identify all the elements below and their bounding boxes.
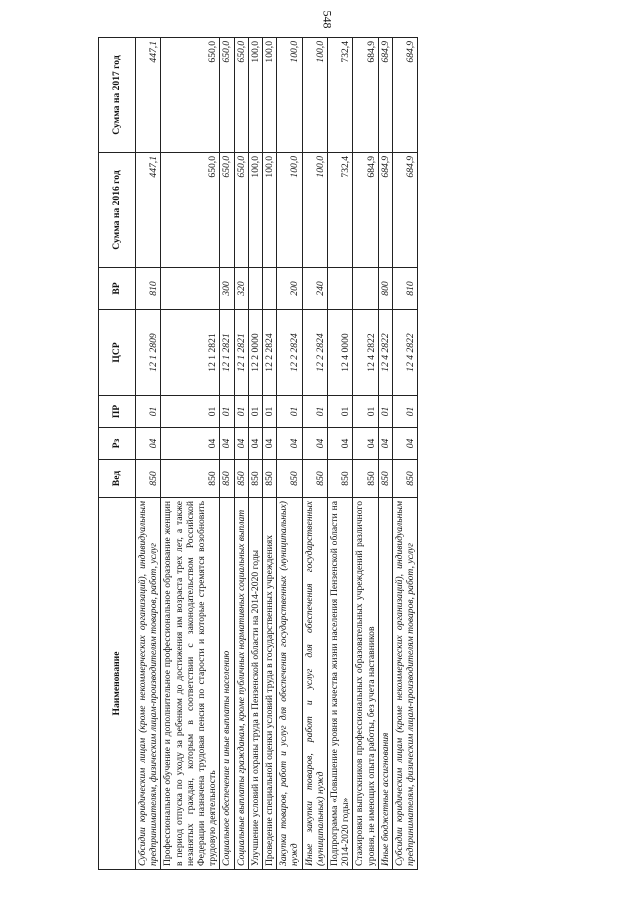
cell-vr: 810 — [136, 268, 161, 310]
table-row — [302, 38, 327, 870]
cell-sum2016: 447,1 — [136, 153, 161, 268]
page-number: 548 — [320, 10, 335, 29]
cell-vr: 300 — [220, 268, 234, 310]
table-row — [220, 38, 234, 870]
table-row — [328, 38, 353, 870]
cell-name: Подпрограмма «Повышение уровня и качества жизни населения Пензенской области на 2014-2020 годы» — [328, 498, 353, 870]
table-row — [136, 38, 161, 870]
cell-sum2016: 650,0 — [220, 153, 234, 268]
cell-rz: 04 — [161, 428, 220, 460]
cell-name: Социальные выплаты гражданам, кроме публичных нормативных социальных выплат — [234, 498, 248, 870]
cell-name: Стажировки выпускников профессиональных образовательных учреждений различного уровня, не имеющих опыта работы, без учета наставников — [353, 498, 378, 870]
cell-vr: 320 — [234, 268, 248, 310]
cell-sum2017: 684,9 — [353, 38, 378, 153]
cell-csr: 12 2 2824 — [277, 310, 302, 396]
cell-csr: 12 4 2822 — [378, 310, 392, 396]
col-header-rz: Рз — [99, 428, 136, 460]
cell-name: Проведение специальной оценки условий труда в государственных учреждениях — [263, 498, 277, 870]
cell-csr: 12 1 2809 — [136, 310, 161, 396]
col-header-ved: Вед — [99, 460, 136, 498]
cell-sum2016: 684,9 — [393, 153, 418, 268]
table-row — [378, 38, 392, 870]
cell-vr — [353, 268, 378, 310]
cell-pr: 01 — [234, 396, 248, 428]
col-header-name: Наименование — [99, 498, 136, 870]
cell-pr: 01 — [136, 396, 161, 428]
col-header-vr: ВР — [99, 268, 136, 310]
cell-sum2016: 100,0 — [302, 153, 327, 268]
cell-sum2017: 650,0 — [234, 38, 248, 153]
cell-rz: 04 — [277, 428, 302, 460]
cell-sum2017: 684,9 — [393, 38, 418, 153]
cell-rz: 04 — [328, 428, 353, 460]
cell-sum2016: 684,9 — [353, 153, 378, 268]
cell-rz: 04 — [263, 428, 277, 460]
cell-pr: 01 — [328, 396, 353, 428]
table-row — [263, 38, 277, 870]
table-row — [277, 38, 302, 870]
cell-sum2017: 100,0 — [248, 38, 262, 153]
cell-vr: 200 — [277, 268, 302, 310]
cell-ved: 850 — [161, 460, 220, 498]
cell-pr: 01 — [161, 396, 220, 428]
cell-rz: 04 — [248, 428, 262, 460]
col-header-sum2017: Сумма на 2017 год — [99, 38, 136, 153]
cell-csr: 12 1 2821 — [161, 310, 220, 396]
cell-sum2016: 650,0 — [161, 153, 220, 268]
cell-sum2016: 650,0 — [234, 153, 248, 268]
cell-rz: 04 — [234, 428, 248, 460]
cell-sum2017: 447,1 — [136, 38, 161, 153]
table-row — [248, 38, 262, 870]
cell-sum2017: 100,0 — [277, 38, 302, 153]
budget-table — [98, 37, 418, 870]
cell-csr: 12 4 0000 — [328, 310, 353, 396]
cell-ved: 850 — [234, 460, 248, 498]
cell-name: Иные бюджетные ассигнования — [378, 498, 392, 870]
cell-sum2017: 684,9 — [378, 38, 392, 153]
cell-sum2017: 650,0 — [161, 38, 220, 153]
cell-pr: 01 — [302, 396, 327, 428]
cell-csr: 12 2 2824 — [302, 310, 327, 396]
cell-name: Субсидии юридическим лицам (кроме некоммерческих организаций), индивидуальным предпринимателям, физическим лицам-производителям товаров, работ, услуг — [136, 498, 161, 870]
cell-rz: 04 — [353, 428, 378, 460]
cell-csr: 12 2 0000 — [248, 310, 262, 396]
cell-pr: 01 — [263, 396, 277, 428]
col-header-csr: ЦСР — [99, 310, 136, 396]
cell-sum2017: 732,4 — [328, 38, 353, 153]
cell-vr: 810 — [393, 268, 418, 310]
cell-rz: 04 — [136, 428, 161, 460]
cell-name: Закупка товаров, работ и услуг для обеспечения государственных (муниципальных) нужд — [277, 498, 302, 870]
col-header-pr: ПР — [99, 396, 136, 428]
cell-pr: 01 — [220, 396, 234, 428]
cell-ved: 850 — [136, 460, 161, 498]
cell-vr: 240 — [302, 268, 327, 310]
cell-ved: 850 — [277, 460, 302, 498]
cell-csr: 12 4 2822 — [393, 310, 418, 396]
cell-sum2016: 100,0 — [263, 153, 277, 268]
cell-ved: 850 — [302, 460, 327, 498]
cell-sum2017: 100,0 — [263, 38, 277, 153]
cell-rz: 04 — [393, 428, 418, 460]
cell-sum2016: 100,0 — [277, 153, 302, 268]
cell-csr: 12 1 2821 — [234, 310, 248, 396]
cell-pr: 01 — [248, 396, 262, 428]
cell-ved: 850 — [378, 460, 392, 498]
cell-pr: 01 — [277, 396, 302, 428]
cell-sum2016: 100,0 — [248, 153, 262, 268]
cell-name: Субсидии юридическим лицам (кроме некоммерческих организаций), индивидуальным предпринимателям, физическим лицам-производителям товаров, работ, услуг — [393, 498, 418, 870]
cell-name: Улучшение условий и охраны труда в Пензенской области на 2014-2020 годы — [248, 498, 262, 870]
table-row — [161, 38, 220, 870]
cell-vr — [248, 268, 262, 310]
rotated-table-container — [98, 38, 580, 870]
cell-rz: 04 — [378, 428, 392, 460]
cell-name: Профессиональное обучение и дополнительное профессиональное образование женщин в период отпуска по уходу за ребенком до достижения им возраста трех лет, а также незанятых граждан, которым в соответствии с законодательством Российской Федерации назначена трудовая пенсия по старости и которые стремятся возобновить трудовую деятельность — [161, 498, 220, 870]
cell-vr — [263, 268, 277, 310]
cell-vr: 800 — [378, 268, 392, 310]
cell-sum2016: 684,9 — [378, 153, 392, 268]
cell-pr: 01 — [393, 396, 418, 428]
cell-csr: 12 2 2824 — [263, 310, 277, 396]
table-header-row — [99, 38, 136, 870]
col-header-sum2016: Сумма на 2016 год — [99, 153, 136, 268]
table-body — [136, 38, 418, 870]
cell-name: Социальное обеспечение и иные выплаты населению — [220, 498, 234, 870]
cell-csr: 12 4 2822 — [353, 310, 378, 396]
cell-csr: 12 1 2821 — [220, 310, 234, 396]
cell-sum2016: 732,4 — [328, 153, 353, 268]
table-row — [353, 38, 378, 870]
table-row — [234, 38, 248, 870]
cell-pr: 01 — [378, 396, 392, 428]
cell-rz: 04 — [220, 428, 234, 460]
cell-ved: 850 — [220, 460, 234, 498]
cell-vr — [161, 268, 220, 310]
cell-pr: 01 — [353, 396, 378, 428]
cell-sum2017: 100,0 — [302, 38, 327, 153]
cell-ved: 850 — [393, 460, 418, 498]
cell-ved: 850 — [353, 460, 378, 498]
cell-ved: 850 — [328, 460, 353, 498]
cell-vr — [328, 268, 353, 310]
cell-ved: 850 — [248, 460, 262, 498]
table-row — [393, 38, 418, 870]
cell-name: Иные закупки товаров, работ и услуг для обеспечения государственных (муниципальных) нужд — [302, 498, 327, 870]
cell-sum2017: 650,0 — [220, 38, 234, 153]
cell-rz: 04 — [302, 428, 327, 460]
cell-ved: 850 — [263, 460, 277, 498]
